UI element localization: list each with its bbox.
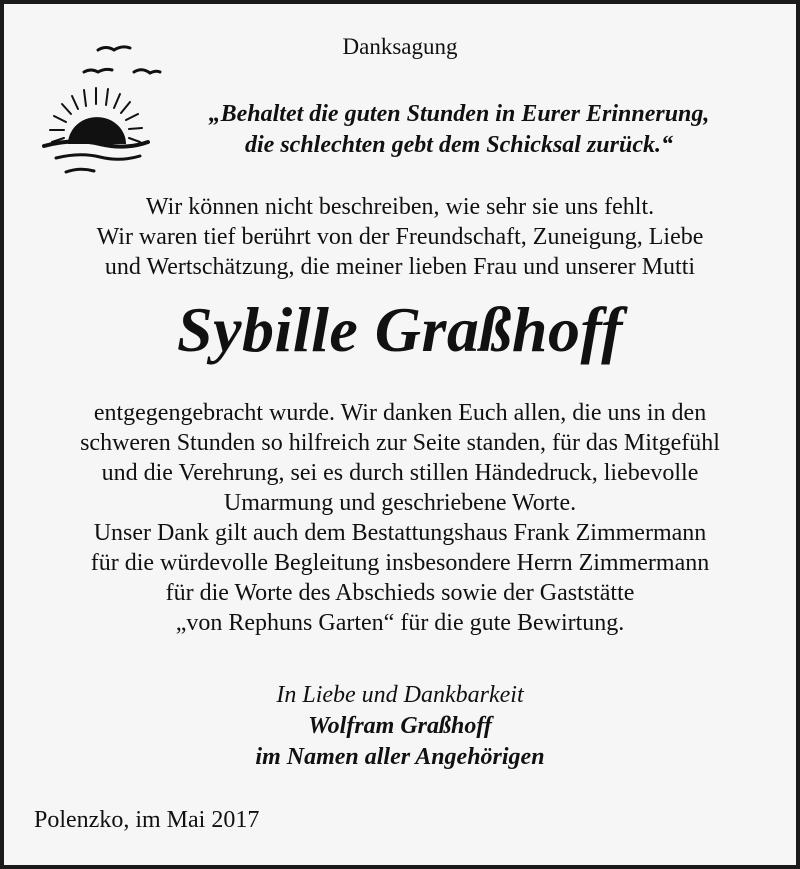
signer-name: Wolfram Graßhoff (308, 713, 492, 739)
text-line: „von Rephuns Garten“ für die gute Bewirtung. (175, 610, 625, 636)
intro-paragraph (4, 192, 796, 282)
text-line: für die würdevolle Begleitung insbesondere Herrn Zimmermann (90, 550, 710, 576)
deceased-name: Sybille Graßhoff (177, 294, 623, 365)
closing-block (4, 680, 796, 773)
text-line: für die Worte des Abschieds sowie der Gaststätte (165, 580, 635, 606)
quote-line: „Behaltet die guten Stunden in Eurer Erinnerung, (208, 101, 710, 127)
closing-line: In Liebe und Dankbarkeit (276, 682, 524, 708)
sunset-birds-icon (26, 32, 166, 182)
notice-heading: Danksagung (342, 34, 458, 59)
text-line: und Wertschätzung, die meiner lieben Frau und unserer Mutti (104, 254, 696, 280)
text-line: Wir können nicht beschreiben, wie sehr sie uns fehlt. (145, 194, 655, 220)
text-line: entgegengebracht wurde. Wir danken Euch allen, die uns in den (93, 400, 707, 426)
text-line: Umarmung und geschriebene Worte. (223, 490, 577, 516)
text-line: schweren Stunden so hilfreich zur Seite standen, für das Mitgefühl (80, 430, 720, 456)
body-paragraph (4, 398, 796, 638)
quote-block (154, 99, 764, 161)
quote-line: die schlechten gebt dem Schicksal zurück.“ (245, 132, 673, 158)
place-date: Polenzko, im Mai 2017 (34, 807, 260, 833)
text-line: Unser Dank gilt auch dem Bestattungshaus Frank Zimmermann (93, 520, 707, 546)
text-line: Wir waren tief berührt von der Freundschaft, Zuneigung, Liebe (96, 224, 704, 250)
closing-line: im Namen aller Angehörigen (255, 744, 545, 770)
text-line: und die Verehrung, sei es durch stillen Händedruck, liebevolle (101, 460, 699, 486)
